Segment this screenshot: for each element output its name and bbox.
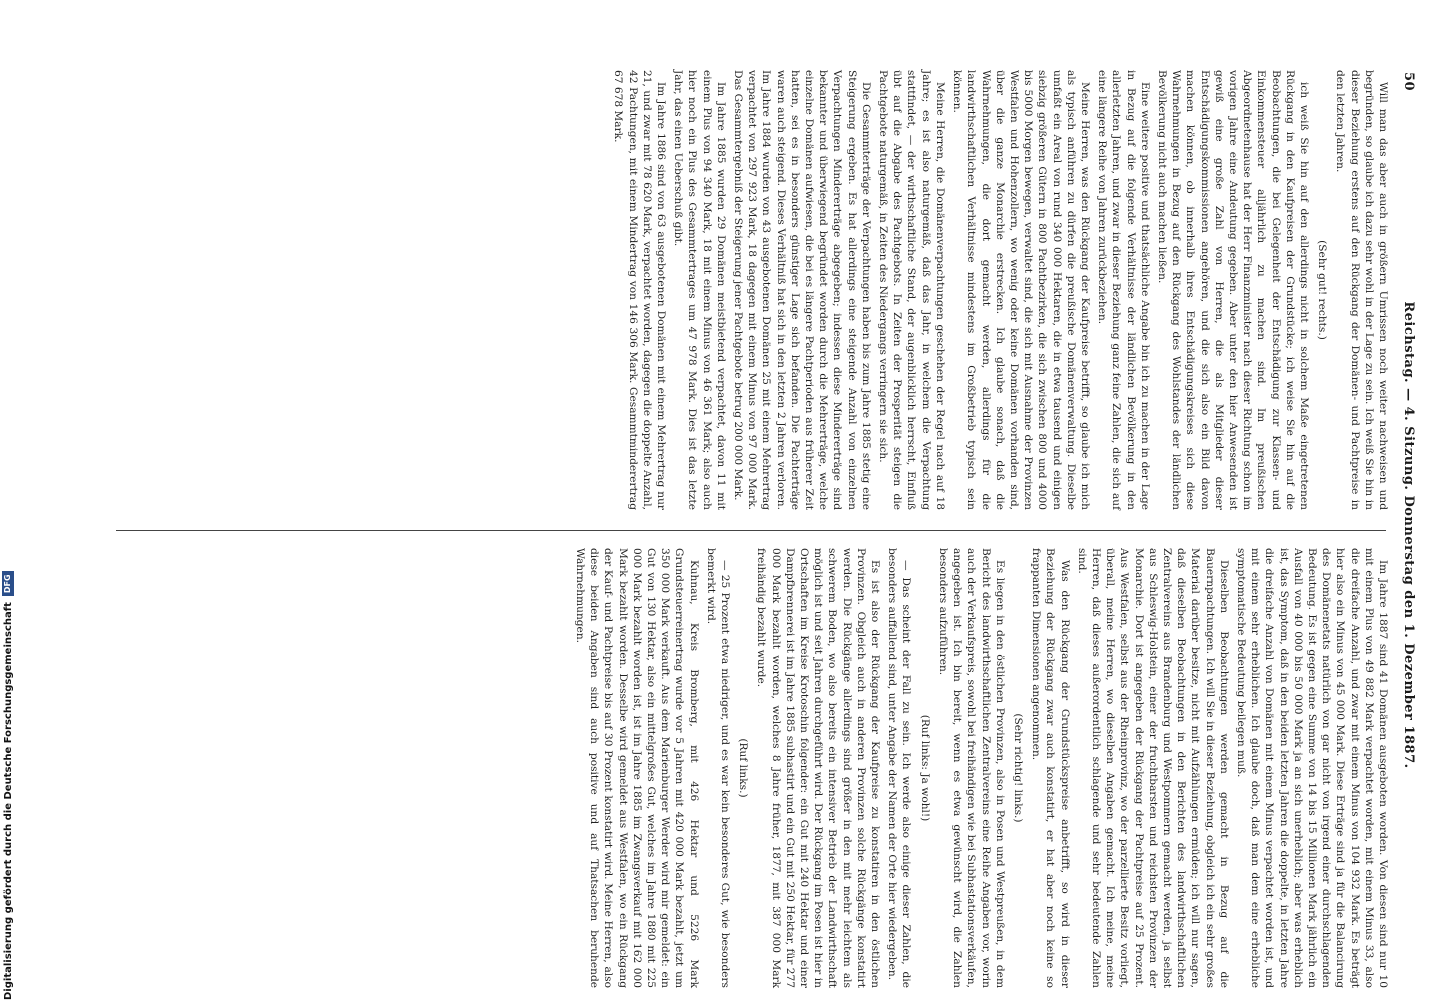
credit-text: Digitalisierung gefördert durch die Deutsche Forschungsgemeinschaft: [2, 602, 14, 1000]
interjection: (Ruf links.): [737, 738, 750, 798]
paragraph: Im Jahre 1887 sind 41 Domänen ausgeboten worden. Von diesen sind nur 10 mit einem Plus von 49 882 Mark verpachtet worden, mit einem Minus 33, also die dreifache Anzahl, und zwar mit einem Minus von 104 932 Mark. Es beträgt hier also ein Minus von 45 000 Mark. Diese Erträge sind ja für die Balancirung des Domänenetats natürlich von gar nicht von irgend einer durchschlagenden Bedeutung. Es ist gegen eine Summe von 14 bis 15 Millionen Mark jährlich ein Ausfall von 40 000 bis 50 000 Mark ja an sich unerheblich; aber was erheblich ist, das Symptom, daß in den beiden letzten Jahren die doppelte, in letzten Jahre die dreifache Anzahl von Domänen mit einem Minus verpachtet worden ist, und mit einem sehr erheblichen. Ich glaube doch, daß man dem eine erhebliche symptomatische Bedeutung beilegen muß.: [1234, 548, 1389, 988]
paragraph: Es liegen in den östlichen Provinzen, also in Posen und Westpreußen, in dem Bericht des landwirthschaftlichen Zentralvereins eine Reihe Angaben vor, worin auch der Verkaufspreis, sowohl bei freihändigen wie bei Subhastationsverkäufen, angegeben ist. Ich bin bereit, wenn es etwa gewünscht wird, die Zahlen besonders aufzuführen.: [936, 548, 1006, 988]
left-column: [608, 70, 1390, 510]
paragraph: Was den Rückgang der Grundstückspreise anbetrifft, so wird in dieser Beziehung der Rückgang zwar auch konstatirt, er hat aber noch keine so frappanten Dimensionen angenommen.: [1030, 548, 1071, 988]
paragraph: Im Jahre 1885 wurden 29 Domänen meistbietend verpachtet, davon 11 mit einem Plus von 94 340 Mark, 18 mit einem Minus von 46 361 Mark; also auch hier noch ein Plus des Gesammtertrages um 47 978 Mark. Dies ist das letzte Jahr, das einen Ueberschuß gibt.: [672, 70, 727, 510]
paragraph: Dieselben Beobachtungen werden gemacht in Bezug auf die Bauernpachtungen. Ich will Sie in dieser Beziehung, obgleich ich ein sehr großes Material darüber besitze, nicht mit Aufzählungen ermüden; ich will nur sagen, daß dieselben Beobachtungen in den Berichten des landwirthschaftlichen Zentralvereins aus Brandenburg und Westpommern gemacht werden, ja selbst aus Schleswig-Holstein, einer der fruchtbarsten und reichsten Provinzen der Monarchie. Dort ist angegeben der Rückgang der Pachtpreise auf 25 Prozent. Aus Westfalen, selbst aus der Rheinprovinz, wo der parzellierte Besitz vorliegt, überall, meine Herren, wo dieselben Angaben gemacht. Ich meine, meine Herren, daß dieses außerordentlich schlagende und sehr bedeutende Zahlen sind.: [1075, 548, 1230, 988]
paragraph: Es ist also der Rückgang der Kaufpreise zu konstatiren in den östlichen Provinzen. Obgleich auch in anderen Provinzen solche Rückgänge konstatirt werden. Die Rückgänge allerdings sind größer in den mit mehr leichtem als schwerem Boden, wo also bereits ein intensiver Betrieb der Landwirthschaft möglich ist und seit Jahren durchgeführt wird. Der Rückgang im Posen ist hier in Ortschaften im Kreise Krotoschin folgender: ein Gut mit 240 Hektar und einer Dampfbrennerei ist im Jahre 1885 subhastirt und ein Gut mit 250 Hektar, für 277 000 Mark bezahlt worden, welches 8 Jahre früher, 1877, mit 387 000 Mark freihändig bezahlt wurde.: [755, 548, 882, 988]
paragraph: Im Jahre 1886 sind von 63 ausgebotenen Domänen mit einem Mehrertrag nur 21, und zwar mit 78 620 Mark, verpachtet worden, dagegen die doppelte Anzahl, 42 Pachtungen, mit einem Mindertrag von 146 306 Mark. Gesammtminderertrag 67 678 Mark.: [612, 70, 668, 510]
paragraph: Kuhnau, Kreis Bromberg, mit 426 Hektar und 5226 Mark Grundsteuerreinertrag wurde vor 5 Jahren mit 420 000 Mark bezahlt, jetzt um 350 000 Mark verkauft. Aus dem Marienburger Werder wird mir gemeldet: ein Gut von 130 Hektar, also ein mittelgroßes Gut, welches im Jahre 1880 mit 225 000 Mark bezahlt worden ist, ist im Jahre 1885 im Zwangsverkauf mit 162 000 Mark bezahlt worden. Desselbe wird gemeldet aus Westfalen, wo ein Rückgang der Kauf- und Pachtpreise bis auf 30 Prozent konstatirt wird. Meine Herren, also diese beiden Angaben sind auch positive und auf Thatsachen beruhende Wahrnehmungen.: [574, 548, 700, 988]
paragraph: Meine Herren, was den Rückgang der Kaufpreise betrifft, so glaube ich mich als typisch anführen zu dürfen die preußische Domänenverwaltung. Dieselbe umfaßt ein Areal von rund 340 000 Hektaren, die in etwa tausend und einigen siebzig größeren Gütern in 800 Pachtbezirken, die sich zwischen 800 und 4000 bis 5000 Morgen bewegen, verwaltet sind, die sich mit Ausnahme der Provinzen Westfalen und Hohenzollern, wo wenig oder keine Domänen vorhanden sind, über die ganze Monarchie erstrecken. Ich glaube sonach, daß die Wahrnehmungen, die dort gemacht werden, allerdings für die landwirthschaftlichen Verhältnisse mindestens im Großbetrieb typisch sein können.: [951, 70, 1091, 510]
column-divider: [116, 530, 1386, 531]
paragraph: Die Gesammterträge der Verpachtungen haben bis zum Jahre 1885 stetig eine Steigerung ergeben. Es hat allerdings eine steigende Anzahl von einzelnen Verpachtungen Mindererträge abgegeben; indessen diese Mindererträge sind bekannter und überwiegend begründet worden durch die Mehrerträge, welche einzelne Domänen aufwiesen, die bei es längere Pachtperioden aus früherer Zeit hatten, sei es in besonders günstiger Lage sich befanden. Die Pachterträge waren auch steigend. Dieses Verhältniß hat sich in den letzten 2 Jahren verloren. Im Jahre 1884 wurden von 43 ausgebotenen Domänen 25 mit einem Mehrertrag verpachtet von 297 923 Mark, 18 dagegen mit einem Minus von 97 000 Mark. Das Gesammtergebniß der Steigerung jener Pachtgebote betrug 200 000 Mark.: [732, 70, 872, 510]
dfg-logo: DFG: [2, 571, 14, 596]
page-number: 50: [1401, 72, 1416, 92]
paragraph: Meine Herren, die Domänenverpachtungen geschehen der Regel nach auf 18 Jahre; es ist also naturgemäß, daß das Jahr, in welchem die Verpachtung stattfindet, — der wirthschaftliche Stand, der augenblicklich herrscht, Einfluß übt auf die Abgabe des Pachtgebots. In Zeiten der Prosperität steigen die Pachtgebote naturgemäß, in Zeiten des Niedergangs verringern sie sich.: [877, 70, 946, 510]
interjection: (Sehr gut! rechts.): [1316, 240, 1329, 340]
page-header: [1394, 70, 1416, 1000]
rotated-page: [76, 70, 1416, 1000]
paragraph: — Das scheint der Fall zu sein. Ich werde also einige dieser Zahlen, die besonders auffallend sind, unter Angabe der Namen der Orte hier wiedergeben.: [886, 548, 913, 988]
interjection: (Ruf links: Ja wohl!): [918, 714, 931, 822]
paragraph: Will man das aber auch in größern Umrissen noch weiter nachweisen und begründen, so glaube ich dazu sehr wohl in der Lage zu sein. Ich weiß Sie hin in dieser Beziehung erstens auf den Rückgang der Domänen- und Pachtpreise in den letzten Jahren.: [1334, 70, 1389, 510]
digitization-credit: [1, 0, 15, 1000]
paragraph: Eine weitere positive und thatsächliche Angabe bin ich zu machen in der Lage in Bezug auf die folgende Verhältnisse der ländlichen Bevölkerung in den allerletzten Jahren, und zwar in dieser Beziehung ganz feine Zahlen, die sich auf eine längere Reihe von Jahren zurückbeziehen.: [1096, 70, 1151, 510]
paragraph: ich weiß Sie hin auf den allerdings nicht in solchem Maße eingetretenen Rückgang in den Kaufpreisen der Grundstücke; ich weise Sie hin auf die Beobachtungen, die bei Gelegenheit der Entschädigung zur Klassen- und Einkommensteuer alljährlich zu machen sind. Im preußischen Abgeordnetenhause hat der Herr Finanzminister nach dieser Richtung schon im vorigen Jahre eine Andeutung gegeben. Aber unter den hier Anwesenden ist gewiß eine große Zahl von Herren, die als Mitglieder dieser Entschädigungskommissionen angehören, und die sich also ein Bild davon machen können, ob innerhalb ihres Entschädigungskreises sich diese Wahrnehmungen in Bezug auf den Rückgang des Wohlstandes der ländlichen Bevölkerung nicht auch machen ließen.: [1155, 70, 1310, 510]
right-column: [570, 548, 1390, 988]
paragraph: — 25 Prozent etwa niedriger, und es war kein besonderes Gut, wie besonders bemerkt wird.: [704, 548, 732, 988]
interjection: (Sehr richtig! links.): [1011, 713, 1024, 823]
running-head: Reichstag. — 4. Sitzung. Donnerstag den 1. Dezember 1887.: [1401, 301, 1416, 769]
